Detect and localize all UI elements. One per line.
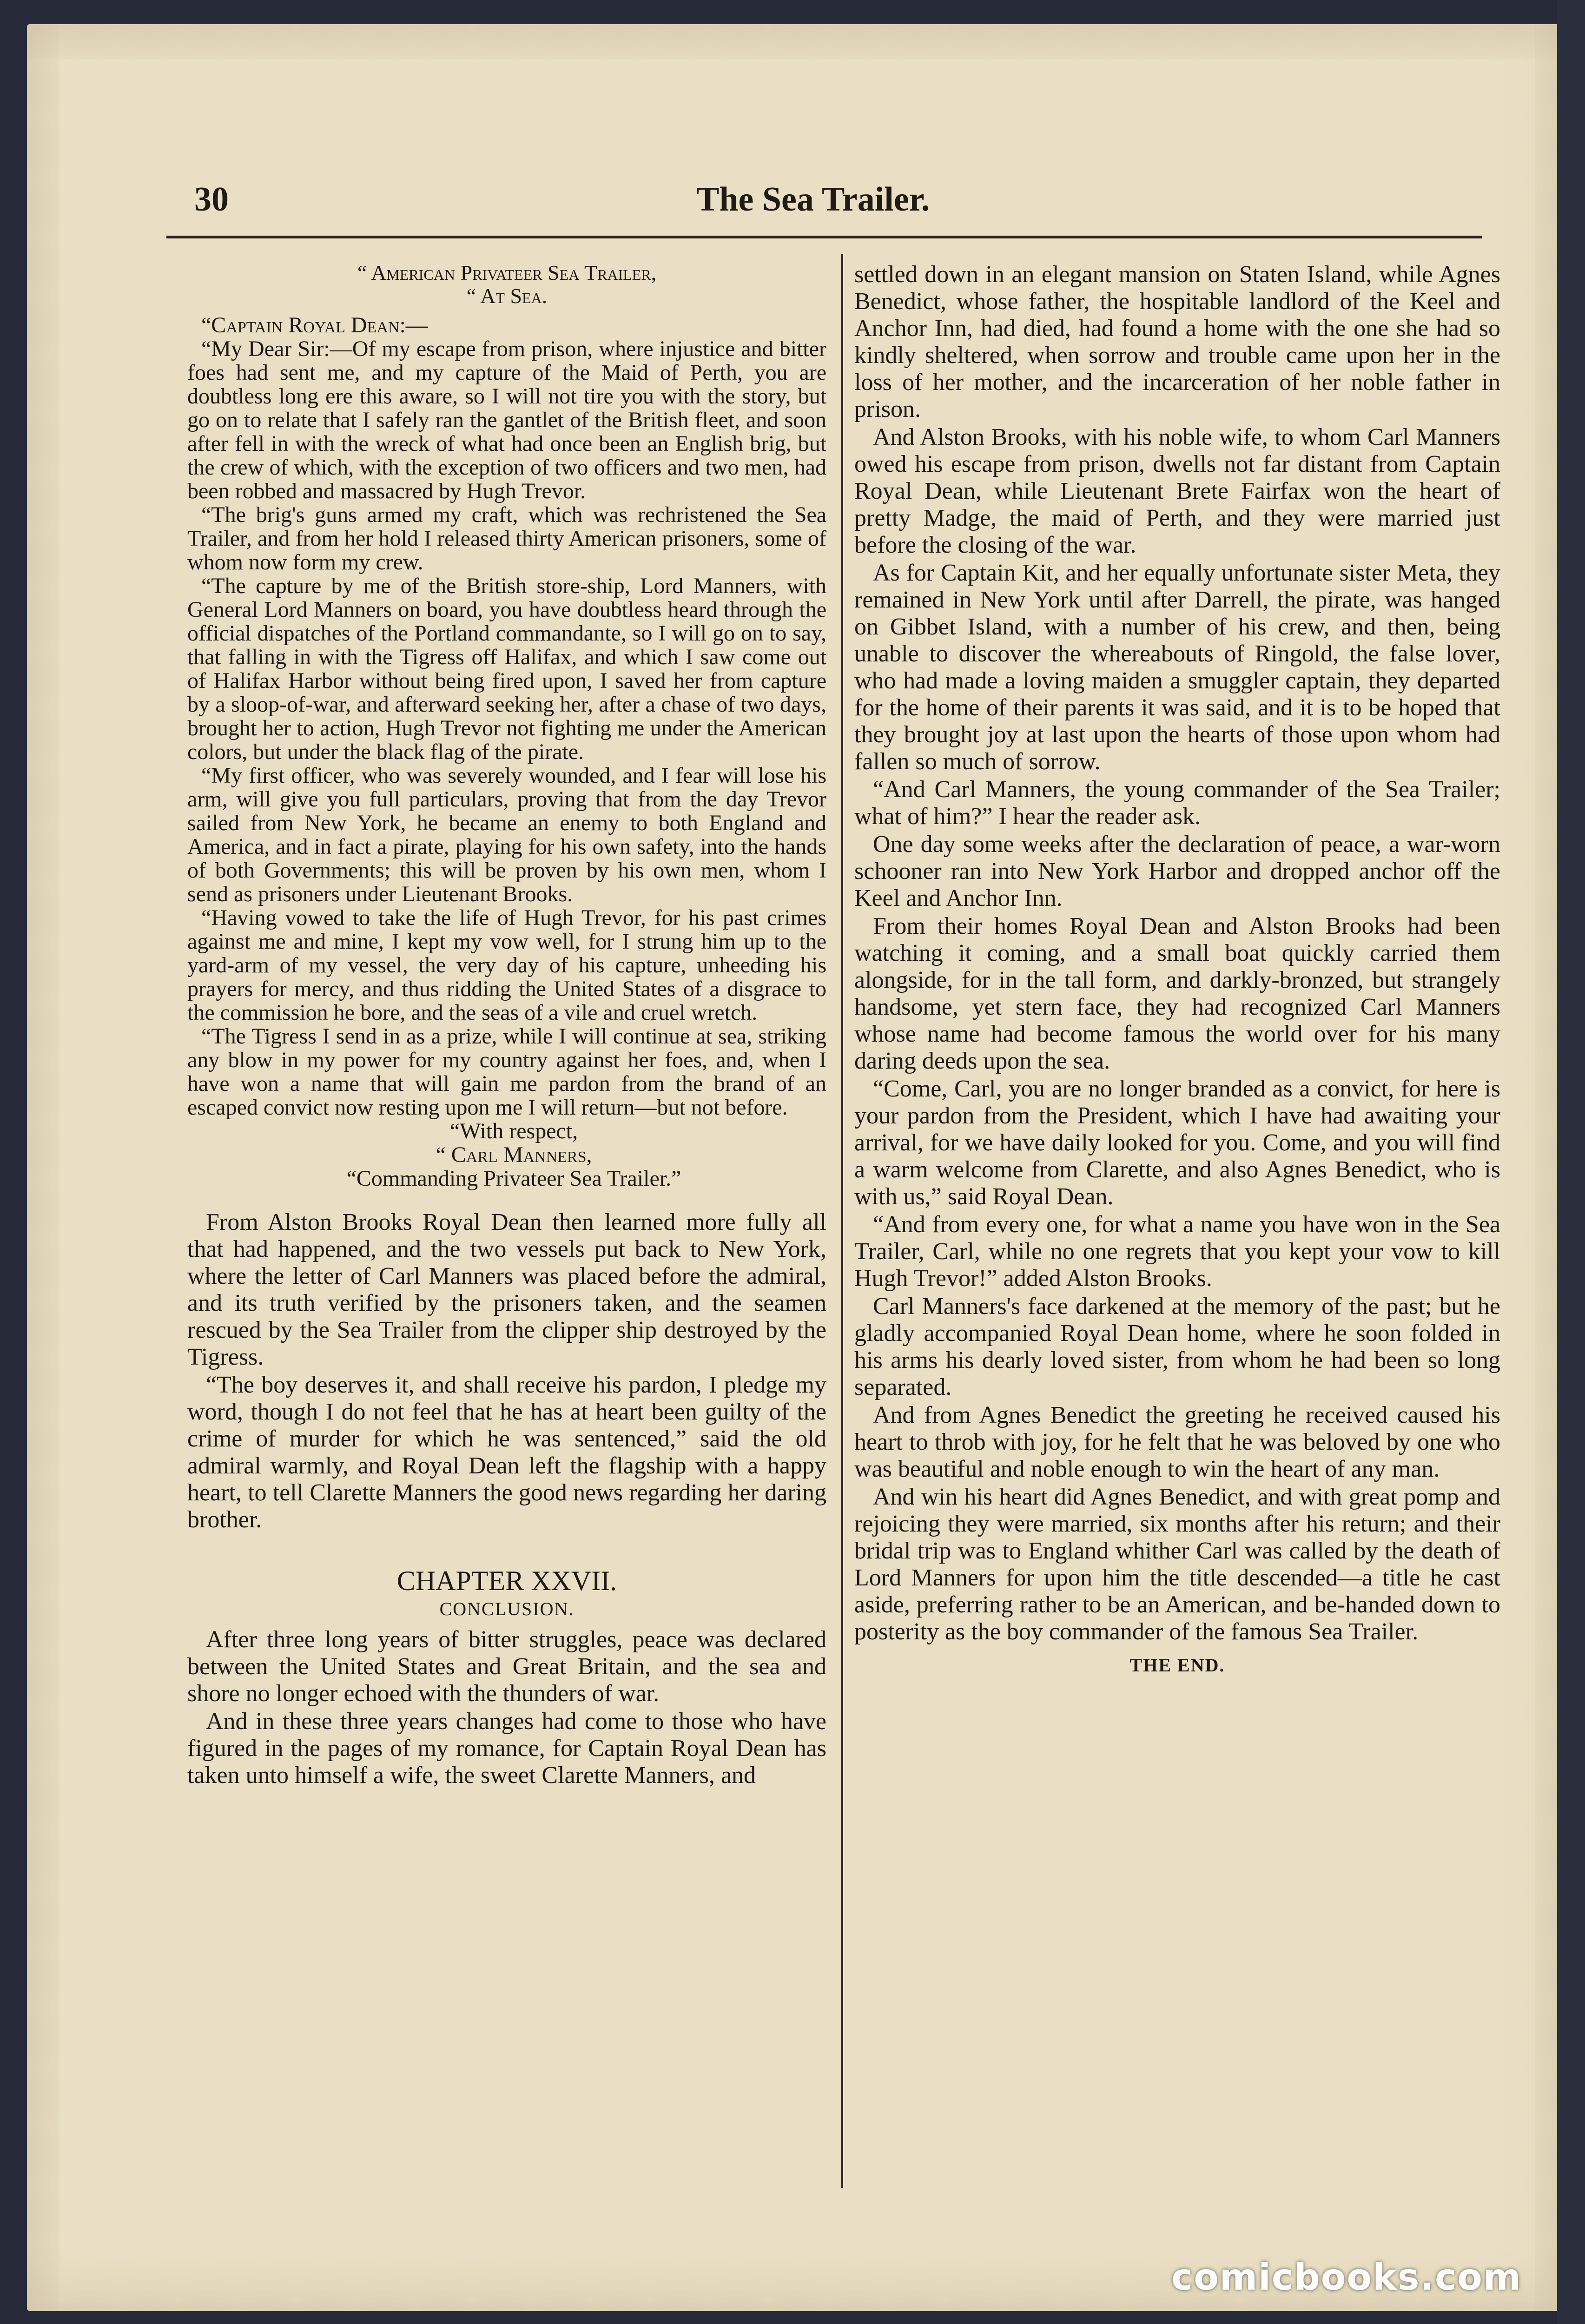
letter-signature-title: “Commanding Privateer Sea Trailer.” (346, 1166, 681, 1191)
letter-heading (187, 261, 826, 308)
narrative-block (187, 1209, 826, 1533)
continued-paragraph: settled down in an elegant mansion on Staten Island, while Agnes Benedict, whose father, the hospitable landlord of the Keel and Anchor Inn, had died, had found a home with the one she had so kindly sheltered, when sorrow and trouble came upon her in the loss of her mother, and the incarceration of her noble father in prison. (854, 261, 1500, 423)
narrative-paragraph: As for Captain Kit, and her equally unfortunate sister Meta, they remained in New York until after Darrell, the pirate, was hanged on Gibbet Island, with a number of his crew, and then, being unable to discover the whereabouts of Ringold, the false lover, who had made a loving maiden a smuggler captain, they departed for the home of their parents it was said, and it is to be hoped that they brought joy at last upon the hearts of those upon whom had fallen so much of sorrow. (854, 560, 1500, 775)
narrative-paragraph: And from Agnes Benedict the greeting he received caused his heart to throb with joy, for he felt that he was beloved by one who was beautiful and noble enough to win the heart of any man. (854, 1402, 1500, 1482)
letter-paragraph: “Having vowed to take the life of Hugh Trevor, for his past crimes against me and mine, I kept my vow well, for I strung him up to the yard-arm of my vessel, the very day of his capture, unheeding his prayers for mercy, and thus ridding the United States of a disgrace to the commission he bore, and the seas of a vile and cruel wretch. (187, 905, 826, 1025)
letter-paragraph: “The brig's guns armed my craft, which was rechristened the Sea Trailer, and from her hold I released thirty American prisoners, some of whom now form my crew. (187, 502, 826, 574)
chapter-subtitle: CONCLUSION. (439, 1598, 575, 1619)
chapter-paragraph: And in these three years changes had come to those who have figured in the pages of my romance, for Captain Royal Dean has taken unto himself a wife, the sweet Clarette Manners, and (187, 1708, 826, 1789)
site-watermark: comicbooks.com (1171, 2257, 1522, 2298)
magazine-page (27, 24, 1561, 2311)
scan-edge (1557, 0, 1585, 2324)
letter-paragraph: “My Dear Sir:—Of my escape from prison, where injustice and bitter foes had sent me, and my capture of the Maid of Perth, you are doubtless long ere this aware, so I will not tire you with the story, but go on to relate that I safely ran the gantlet of the British fleet, and soon after fell in with the wreck of what had once been an English brig, but the crew of which, with the exception of two officers and two men, had been robbed and massacred by Hugh Trevor. (187, 337, 826, 503)
narrative-paragraph: From their homes Royal Dean and Alston Brooks had been watching it coming, and a small boat quickly carried them alongside, for in the tall form, and darkly-bronzed, but strangely handsome, yet stern face, they had recognized Carl Manners whose name had become famous the world over for his many daring deeds upon the sea. (854, 913, 1500, 1074)
letter-paragraph: “My first officer, who was severely wounded, and I fear will lose his arm, will give you full particulars, proving that from the day Trevor sailed from New York, he became an enemy to both England and America, and in fact a pirate, playing for his own safety, into the hands of both Governments; this will be proven by his own men, whom I send as prisoners under Lieutenant Brooks. (187, 763, 826, 906)
left-column (187, 261, 826, 1789)
the-end-label: THE END. (1129, 1655, 1225, 1676)
narrative-paragraph: From Alston Brooks Royal Dean then learned more fully all that had happened, and the two vessels put back to New York, where the letter of Carl Manners was placed before the admiral, and its truth verified by the prisoners taken, and the seamen rescued by the Sea Trailer from the clipper ship destroyed by the Tigress. (187, 1209, 826, 1370)
letter-closing: “With respect, (449, 1119, 578, 1143)
chapter-paragraph: After three long years of bitter struggles, peace was declared between the United States and Great Britain, and the sea and shore no longer echoed with the thunders of war. (187, 1626, 826, 1707)
narrative-paragraph: And Alston Brooks, with his noble wife, to whom Carl Manners owed his escape from prison, dwells not far distant from Captain Royal Dean, while Lieutenant Brete Fairfax won the heart of pretty Madge, the maid of Perth, and they were married just before the closing of the war. (854, 424, 1500, 558)
letter-heading-line1: “ American Privateer Sea Trailer, (357, 261, 657, 284)
narrative-paragraph: One day some weeks after the declaration of peace, a war-worn schooner ran into New York Harbor and dropped anchor off the Keel and Anchor Inn. (854, 831, 1500, 911)
letter-salutation: “Captain Royal Dean:— (201, 313, 428, 337)
running-title: The Sea Trailer. (696, 180, 930, 218)
narrative-paragraph: And win his heart did Agnes Benedict, and with great pomp and rejoicing they were married, six months after his return; and their bridal trip was to England whither Carl was called by the death of Lord Manners for upon him the title descended—a title he cast aside, preferring rather to be an American, and be-handed down to posterity as the boy commander of the famous Sea Trailer. (854, 1484, 1500, 1645)
letter-paragraph: “The Tigress I send in as a prize, while I will continue at sea, striking any blow in my power for my country against her foes, and, when I have won a name that will gain me pardon from the brand of an escaped convict now resting upon me I will return—but not before. (187, 1024, 826, 1120)
right-column (854, 261, 1500, 1679)
letter-paragraph: “The capture by me of the British store-ship, Lord Manners, with General Lord Manners on board, you have doubtless heard through the official dispatches of the Portland commandante, so I will go on to say, that falling in with the Tigress off Halifax, and which I saw come out of Halifax Harbor without being fired upon, I saved her from capture by a sloop-of-war, and afterward seeking her, after a chase of two days, brought her to action, Hugh Trevor not fighting me under the American colors, but under the black flag of the pirate. (187, 574, 826, 764)
page-header (166, 180, 1482, 238)
column-divider (841, 254, 843, 2188)
narrative-paragraph: “And Carl Manners, the young commander of the Sea Trailer; what of him?” I hear the reader ask. (854, 776, 1500, 830)
narrative-paragraph: “Come, Carl, you are no longer branded as a convict, for here is your pardon from the President, which I have had awaiting your arrival, for we have daily looked for you. Come, and you will find a warm welcome from Clarette, and also Agnes Benedict, who is with us,” said Royal Dean. (854, 1076, 1500, 1210)
letter-heading-line2: “ At Sea. (466, 284, 548, 308)
page-number: 30 (194, 180, 229, 218)
letter-signature: “ Carl Manners, (436, 1142, 592, 1167)
narrative-paragraph: Carl Manners's face darkened at the memory of the past; but he gladly accompanied Royal Dean home, where he soon folded in his arms his dearly loved sister, from whom he had been so long separated. (854, 1293, 1500, 1400)
chapter-title: CHAPTER XXVII. (396, 1565, 617, 1596)
narrative-paragraph: “The boy deserves it, and shall receive his pardon, I pledge my word, though I do not feel that he has at heart been guilty of the crime of murder for which he was sentenced,” said the old admiral warmly, and Royal Dean left the flagship with a happy heart, to tell Clarette Manners the good news regarding her daring brother. (187, 1372, 826, 1533)
narrative-paragraph: “And from every one, for what a name you have won in the Sea Trailer, Carl, while no one regrets that you kept your vow to kill Hugh Trevor!” added Alston Brooks. (854, 1211, 1500, 1292)
chapter-body (187, 1626, 826, 1789)
letter-block (187, 261, 826, 1190)
